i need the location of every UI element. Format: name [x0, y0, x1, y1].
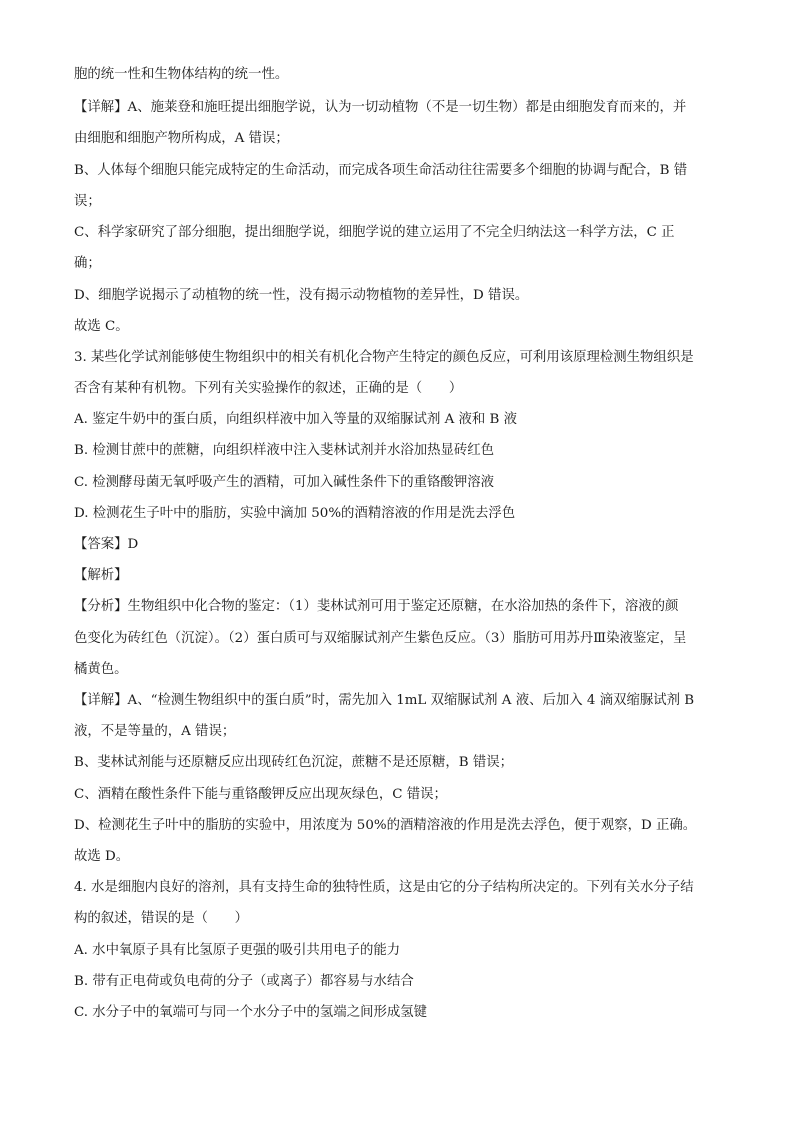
- text-line: 胞的统一性和生物体结构的统一性。: [74, 67, 289, 82]
- option-b: B. 带有正电荷或负电荷的分子（或离子）都容易与水结合: [74, 974, 414, 989]
- text-line: 由细胞和细胞产物所构成，A 错误；: [74, 131, 289, 146]
- text-line: 橘黄色。: [74, 662, 128, 677]
- text-line: C、科学家研究了部分细胞，提出细胞学说，细胞学说的建立运用了不完全归纳法这一科学方法，C 正: [74, 225, 675, 240]
- question-4-stem: 构的叙述，错误的是（ ）: [74, 911, 249, 926]
- answer-label: 【答案】D: [74, 537, 139, 552]
- text-line: 故选 C。: [74, 319, 129, 334]
- analysis-label: 【解析】: [74, 568, 128, 583]
- option-c: C. 水分子中的氧端可与同一个水分子中的氢端之间形成氢键: [74, 1005, 428, 1020]
- text-line: C、酒精在酸性条件下能与重铬酸钾反应出现灰绿色，C 错误；: [74, 787, 447, 802]
- text-line: 液，不是等量的，A 错误；: [74, 724, 236, 739]
- text-line: 色变化为砖红色（沉淀）。（2）蛋白质可与双缩脲试剂产生紫色反应。（3）脂肪可用苏丹Ⅲ染液鉴定，呈: [74, 631, 687, 646]
- question-3-stem: 3. 某些化学试剂能够使生物组织中的相关有机化合物产生特定的颜色反应，可利用该原理检测生物组织是: [74, 350, 694, 365]
- text-line: 确；: [74, 256, 101, 271]
- option-a: A. 鉴定牛奶中的蛋白质，向组织样液中加入等量的双缩脲试剂 A 液和 B 液: [74, 412, 518, 427]
- text-line: 【详解】A、施莱登和施旺提出细胞学说，认为一切动植物（不是一切生物）都是由细胞发育而来的，并: [74, 100, 687, 115]
- option-d: D. 检测花生子叶中的脂肪，实验中滴加 50%的酒精溶液的作用是洗去浮色: [74, 506, 516, 521]
- text-line: B、斐林试剂能与还原糖反应出现砖红色沉淀，蔗糖不是还原糖，B 错误；: [74, 755, 514, 770]
- text-line: B、人体每个细胞只能完成特定的生命活动，而完成各项生命活动往往需要多个细胞的协调与配合，B 错: [74, 163, 688, 178]
- option-c: C. 检测酵母菌无氧呼吸产生的酒精，可加入碱性条件下的重铬酸钾溶液: [74, 475, 494, 490]
- option-a: A. 水中氧原子具有比氢原子更强的吸引共用电子的能力: [74, 943, 401, 958]
- text-line: D、检测花生子叶中的脂肪的实验中，用浓度为 50%的酒精溶液的作用是洗去浮色，便于观察，D 正确。: [74, 818, 697, 833]
- option-b: B. 检测甘蔗中的蔗糖，向组织样液中注入斐林试剂并水浴加热显砖红色: [74, 443, 495, 458]
- text-line: 【分析】生物组织中化合物的鉴定：（1）斐林试剂可用于鉴定还原糖，在水浴加热的条件下，溶液的颜: [74, 599, 679, 614]
- text-line: D、细胞学说揭示了动植物的统一性，没有揭示动物植物的差异性，D 错误。: [74, 288, 529, 303]
- text-line: 【详解】A、“检测生物组织中的蛋白质”时，需先加入 1mL 双缩脲试剂 A 液、后加入 4 滴双缩脲试剂 B: [74, 693, 695, 708]
- text-line: 故选 D。: [74, 849, 130, 864]
- question-4-stem: 4. 水是细胞内良好的溶剂，具有支持生命的独特性质，这是由它的分子结构所决定的。下列有关水分子结: [74, 880, 694, 895]
- text-line: 误；: [74, 194, 101, 209]
- question-3-stem: 否含有某种有机物。下列有关实验操作的叙述，正确的是（ ）: [74, 381, 463, 396]
